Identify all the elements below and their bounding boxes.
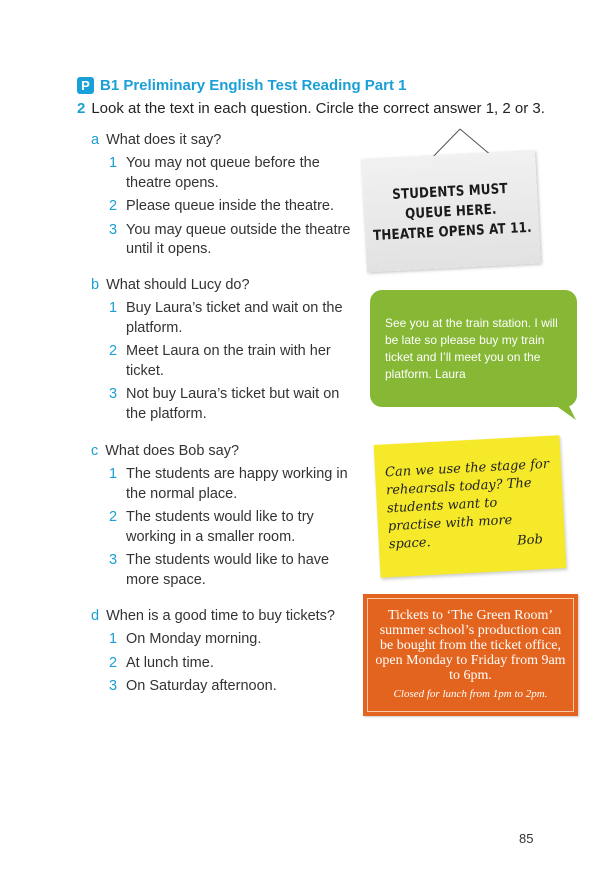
page-number: 85 <box>519 831 534 846</box>
task-number: 2 <box>77 100 86 117</box>
question-text: When is a good time to buy tickets? <box>106 608 335 624</box>
option-number: 2 <box>109 654 118 671</box>
question-stem <box>91 130 361 150</box>
option-text: The students would like to have more space. <box>126 552 330 588</box>
question-stem <box>91 441 361 461</box>
question-letter: d <box>91 608 100 624</box>
message-body <box>370 290 577 407</box>
sign-board <box>361 151 541 273</box>
section-title: B1 Preliminary English Test Reading Part 1 <box>100 77 407 94</box>
sign-line: THEATRE OPENS AT 11. <box>372 219 532 244</box>
option-text: Not buy Laura’s ticket but wait on the platform. <box>126 386 340 422</box>
option-text: On Monday morning. <box>126 631 262 647</box>
option-number: 1 <box>109 155 118 171</box>
answer-option[interactable] <box>109 551 361 590</box>
option-number: 3 <box>109 678 118 694</box>
option-number: 2 <box>109 343 118 359</box>
message-text: See you at the train station. I will be late so please buy my train ticket and I’ll meet you on the platform. Laura <box>385 316 558 381</box>
question-stem <box>91 275 361 295</box>
question-text: What does it say? <box>106 132 222 148</box>
sticky-note <box>374 435 567 578</box>
option-text: Please queue inside the theatre. <box>126 198 334 214</box>
option-number: 1 <box>109 300 118 316</box>
answer-option[interactable] <box>109 197 361 217</box>
option-text: The students are happy working in the normal place. <box>126 466 348 502</box>
note-signature: Bob <box>516 532 544 549</box>
question-b <box>91 275 361 424</box>
question-letter: b <box>91 277 100 293</box>
question-text: What should Lucy do? <box>106 277 250 293</box>
notice-text: Tickets to ‘The Green Room’ summer school’s production can be bought from the ticket office, open Monday to Friday from 9am to 6pm. <box>375 608 566 683</box>
notice-footnote: Closed for lunch from 1pm to 2pm. <box>393 688 548 700</box>
paper-badge: P <box>77 77 94 94</box>
option-number: 2 <box>109 509 118 525</box>
question-letter: a <box>91 132 100 148</box>
sign-line: QUEUE HERE. <box>404 201 498 222</box>
answer-option[interactable] <box>109 465 361 504</box>
answer-option[interactable] <box>109 508 361 547</box>
option-text: You may not queue before the theatre opens. <box>126 155 320 191</box>
answer-option[interactable] <box>109 154 361 193</box>
question-text: What does Bob say? <box>105 443 240 459</box>
answer-option[interactable] <box>109 342 361 381</box>
question-c <box>91 441 361 590</box>
option-text: Buy Laura’s ticket and wait on the platform. <box>126 300 343 336</box>
task-instruction <box>77 100 545 117</box>
option-text: On Saturday afternoon. <box>126 678 277 694</box>
question-stem <box>91 606 361 626</box>
sign-line: STUDENTS MUST <box>391 180 509 203</box>
answer-option[interactable] <box>109 385 361 424</box>
answer-option[interactable] <box>109 677 361 697</box>
ticket-notice <box>363 594 578 716</box>
note-text: Can we use the stage for rehearsals today? The students want to practise with more space. <box>384 456 550 553</box>
answer-option[interactable] <box>109 654 361 674</box>
option-text: At lunch time. <box>126 654 214 671</box>
answer-option[interactable] <box>109 630 361 650</box>
answer-option[interactable] <box>109 221 361 260</box>
option-text: The students would like to try working in a smaller room. <box>126 509 314 545</box>
option-number: 3 <box>109 386 118 402</box>
answer-option[interactable] <box>109 299 361 338</box>
text-message-bubble <box>370 290 580 422</box>
question-a <box>91 130 361 260</box>
option-number: 1 <box>109 466 118 482</box>
option-number: 1 <box>109 631 118 647</box>
question-letter: c <box>91 443 99 459</box>
hanging-sign <box>364 125 544 275</box>
option-text: You may queue outside the theatre until it opens. <box>126 221 351 257</box>
option-text: Meet Laura on the train with her ticket. <box>126 343 331 379</box>
option-number: 2 <box>109 198 118 214</box>
question-d <box>91 606 361 697</box>
section-header <box>77 77 406 94</box>
option-number: 3 <box>109 552 118 568</box>
instruction-text: Look at the text in each question. Circle the correct answer 1, 2 or 3. <box>91 100 545 117</box>
option-number: 3 <box>109 221 118 238</box>
